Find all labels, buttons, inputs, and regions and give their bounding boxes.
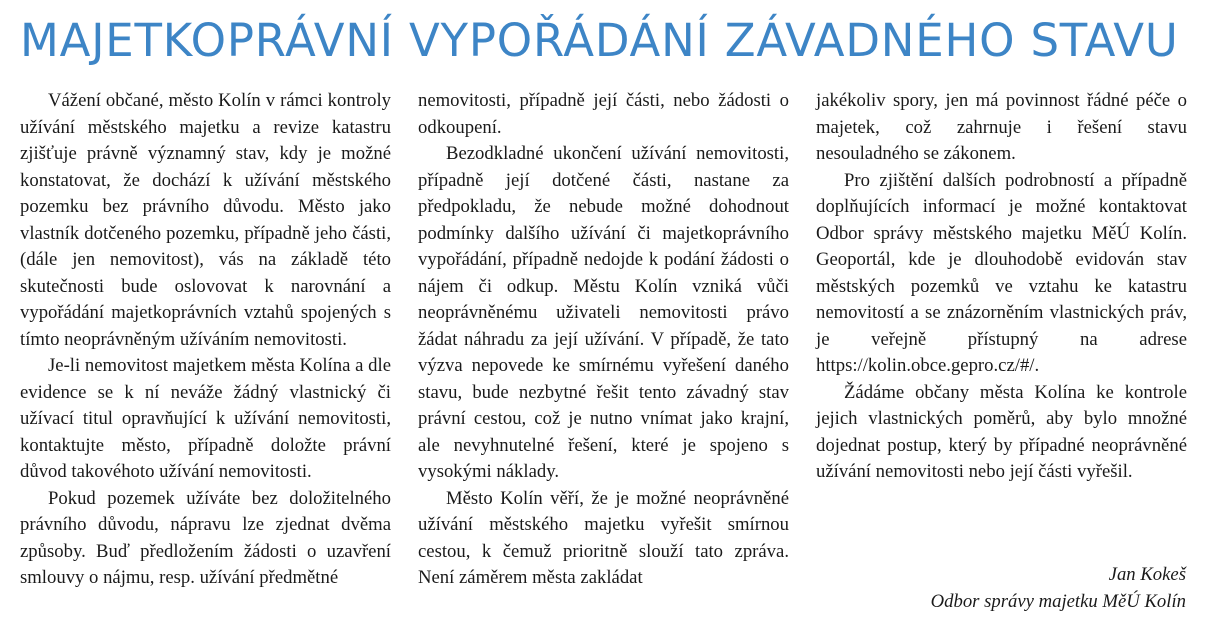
paragraph: Bezodkladné ukončení užívání nemovitosti, případně její dotčené části, nastane za předpokladu, že nebude možné dohodnout podmínky dalšího užívání či majetkoprávního vypořádání, případně nedojde k podání žádosti o nájem či odkup. Městu Kolín vzniká vůči neoprávněnému uživateli nemovitosti právo žádat náhradu za její užívání. V případě, že tato výzva nepovede ke smírnému vyřešení daného stavu, bude nezbytné řešit tento závadný stav právní cestou, což je nutno vnímat jako krajní, ale nevyhnutelné řešení, které je spojeno s vysokými náklady.	[418, 143, 789, 482]
paragraph: Vážení občané, město Kolín v rámci kontroly užívání městského majetku a revize katastru zjišťuje právně významný stav, kdy je možné konstatovat, že dochází k užívání městského pozemku bez právního důvodu. Město jako vlastník dotčeného pozemku, případně jeho části, (dále jen nemovitost), vás na základě této skutečnosti bude oslovovat k narovnání a vypořádání majetkoprávních vztahů spojených s tímto neoprávněným užíváním nemovitosti.	[20, 90, 391, 350]
paragraph: Žádáme občany města Kolína ke kontrole jejich vlastnických poměrů, aby bylo množné dojednat postup, který by případné neoprávněné užívání nemovitosti nebo její části vyřešil.	[816, 381, 1187, 482]
paragraph-continued: nemovitosti, případně její části, nebo žádosti o odkoupení.	[418, 90, 789, 138]
text-column-3	[816, 88, 1187, 486]
text-column-2	[418, 88, 789, 592]
paragraph: Pro zjištění dalších podrobností a případně doplňujících informací je možné kontaktovat Odbor správy městského majetku MěÚ Kolín. Geoportál, kde je dlouhodobě evidován stav městských pozemků ve vztahu ke katastru nemovitostí a se znázorněním vlastnických práv, je veřejně přístupný na adrese https://kolin.obce.gepro.cz/#/.	[816, 169, 1187, 376]
article-title: MAJETKOPRÁVNÍ VYPOŘÁDÁNÍ ZÁVADNÉHO STAVU	[20, 14, 1179, 67]
signature-name: Jan Kokeš	[1108, 564, 1186, 585]
signature-department: Odbor správy majetku MěÚ Kolín	[930, 590, 1186, 612]
paragraph: Město Kolín věří, že je možné neoprávněné užívání městského majetku vyřešit smírnou cestou, k čemuž prioritně slouží tato zpráva. Není záměrem města zakládat	[418, 487, 789, 588]
paragraph-continued: jakékoliv spory, jen má povinnost řádné péče o majetek, což zahrnuje i řešení stavu nesouladného se zákonem.	[816, 90, 1187, 164]
text-column-1	[20, 88, 391, 592]
signature-block	[931, 562, 1186, 615]
paragraph: Je-li nemovitost majetkem města Kolína a dle evidence se k ní neváže žádný vlastnický či užívací titul opravňující k užívání nemovitosti, kontaktujte město, případně doložte právní důvod takovéhoto užívání nemovitosti.	[20, 355, 391, 482]
paragraph: Pokud pozemek užíváte bez doložitelného právního důvodu, nápravu lze zjednat dvěma způsoby. Buď předložením žádosti o uzavření smlouvy o nájmu, resp. užívání předmětné	[20, 487, 391, 588]
